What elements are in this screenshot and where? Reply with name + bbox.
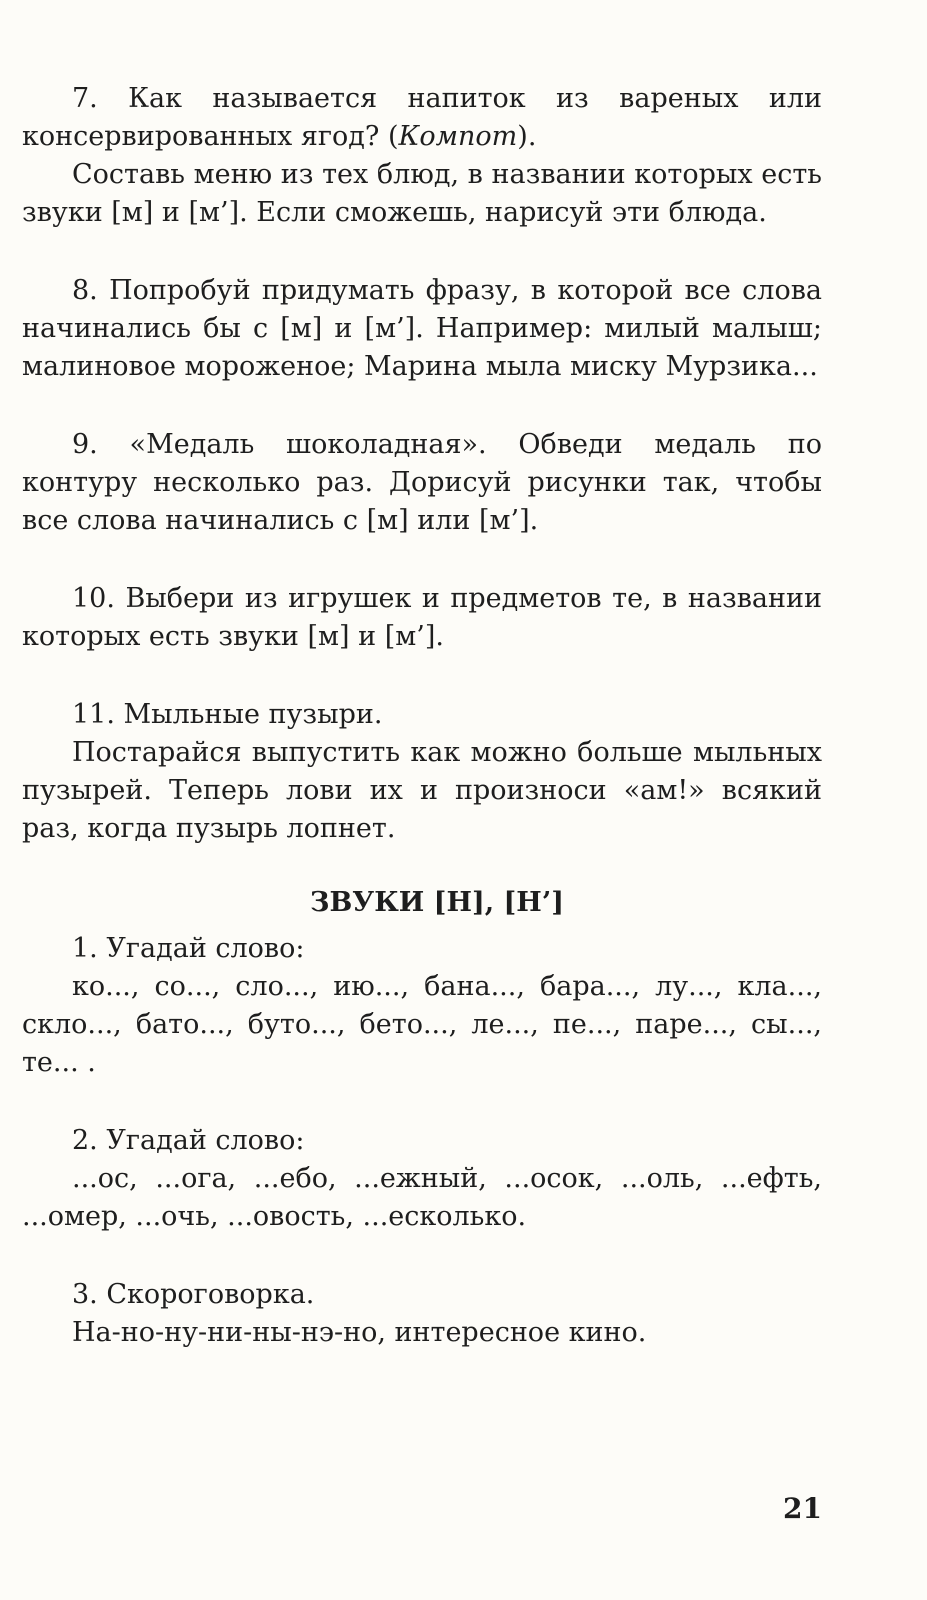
exercise-n3-title: 3. Скороговорка.: [72, 1279, 315, 1310]
exercise-n1-title: 1. Угадай слово:: [72, 933, 305, 964]
exercise-n2: [22, 1122, 822, 1236]
exercise-n3-text: На-но-ну-ни-ны-нэ-но, интересное кино.: [72, 1317, 647, 1348]
exercise-9-text: 9. «Медаль шоколадная». Обведи медаль по контуру несколько раз. Дорисуй рисунки так, чтобы все слова начинались с [м] или [м’].: [22, 429, 822, 536]
exercise-11: [22, 696, 822, 848]
exercise-n1: [22, 930, 822, 1082]
exercise-7-answer: Компот: [398, 121, 518, 152]
exercise-11-text: Постарайся выпустить как можно больше мыльных пузырей. Теперь лови их и произноси «ам!» всякий раз, когда пузырь лопнет.: [22, 737, 822, 844]
exercise-9: [22, 426, 822, 540]
exercise-n2-text: ...ос, ...ога, ...ебо, ...ежный, ...осок, ...оль, ...ефть, ...омер, ...очь, ...овость, ...есколько.: [22, 1163, 822, 1232]
exercise-8-text: 8. Попробуй придумать фразу, в которой все слова начинались бы с [м] и [м’]. Например: милый малыш; малиновое мороженое; Марина мыла миску Мурзика...: [22, 275, 822, 382]
exercise-10: [22, 580, 822, 656]
exercise-n1-text: ко..., со..., сло..., ию..., бана..., бара..., лу..., кла..., скло..., бато..., буто..., бето..., ле..., пе..., паре..., сы..., те... .: [22, 971, 822, 1078]
exercise-10-text: 10. Выбери из игрушек и предметов те, в названии которых есть звуки [м] и [м’].: [22, 583, 822, 652]
exercise-11-title: 11. Мыльные пузыри.: [72, 699, 383, 730]
section-heading: ЗВУКИ [Н], [Н’]: [310, 887, 564, 918]
exercise-7-question: 7. Как называется напиток из вареных или консервированных ягод? (Компот).: [22, 83, 822, 152]
exercise-n3: [22, 1276, 822, 1352]
exercise-n2-title: 2. Угадай слово:: [72, 1125, 305, 1156]
exercise-7: [22, 80, 822, 232]
exercise-8: [22, 272, 822, 386]
page-text: [22, 80, 822, 1352]
page-number: 21: [783, 1492, 822, 1525]
exercise-7-task: Составь меню из тех блюд, в названии которых есть звуки [м] и [м’]. Если сможешь, нарисуй эти блюда.: [22, 159, 822, 228]
